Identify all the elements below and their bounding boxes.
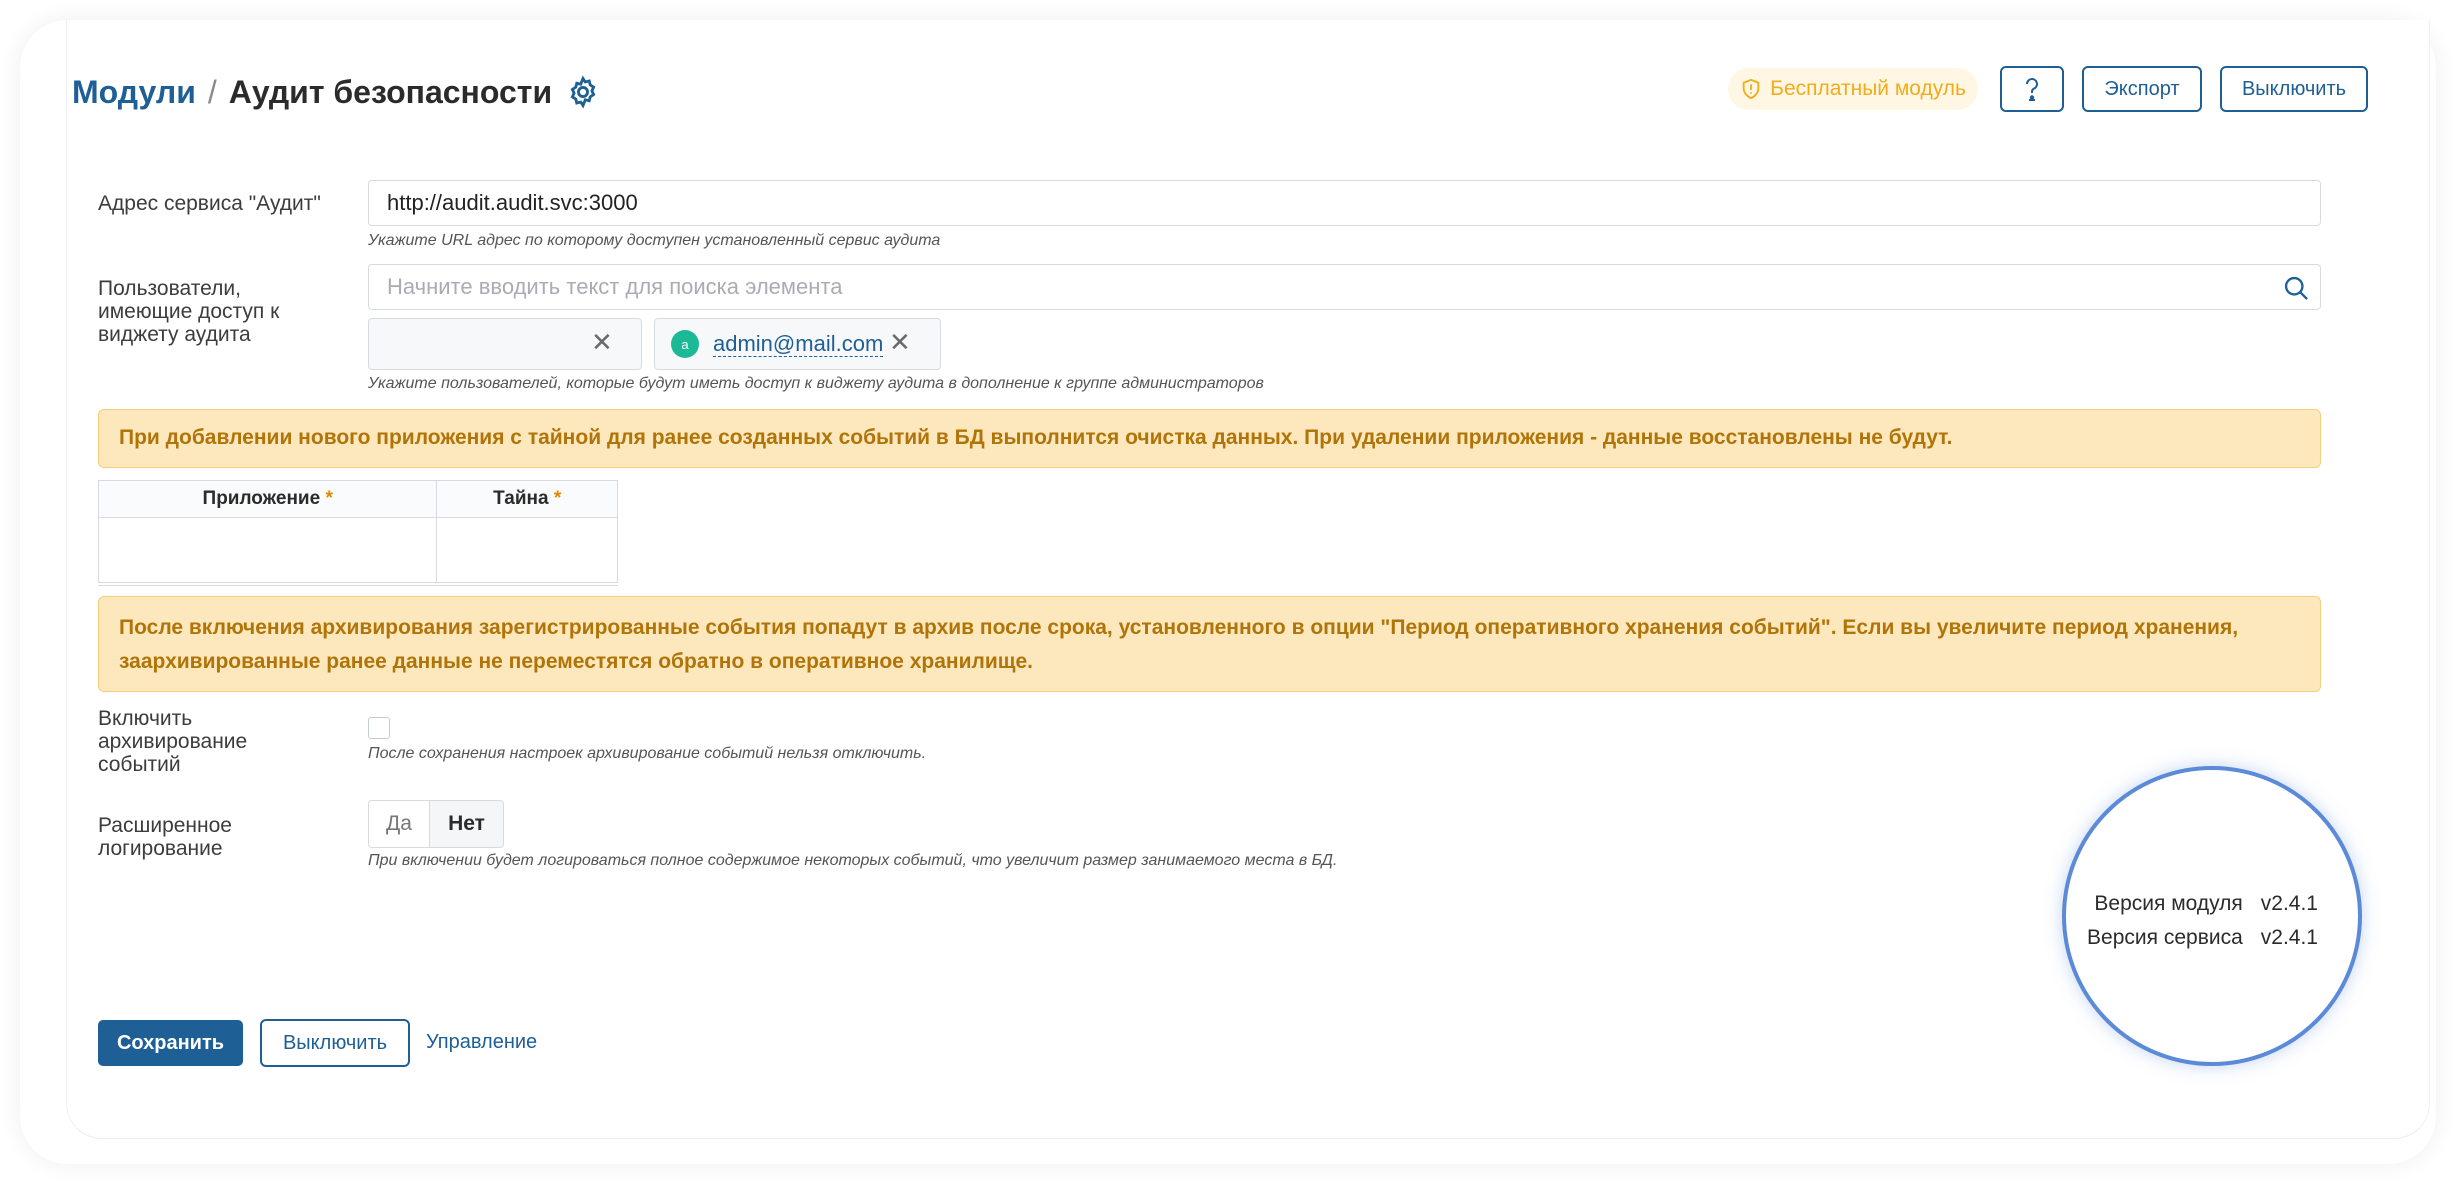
breadcrumb — [72, 66, 600, 118]
service-address-label: Адрес сервиса "Аудит" — [98, 192, 321, 215]
app-secret-table — [98, 480, 618, 586]
module-version-value: v2.4.1 — [2260, 892, 2318, 915]
service-address-value: http://audit.audit.svc:3000 — [387, 190, 638, 215]
remove-chip-icon[interactable]: ✕ — [889, 327, 911, 357]
warning-archive-alert: После включения архивирования зарегистрированные события попадут в архив после срока, установленного в опции "Период оперативного хранения событий". Если вы увеличите период хранения, заархивированные ранее данные не переместятся обратно в оперативное хранилище. — [98, 596, 2321, 692]
users-hint: Укажите пользователей, которые будут иметь доступ к виджету аудита в дополнение к группе администраторов — [368, 375, 1264, 392]
save-button[interactable]: Сохранить — [98, 1020, 243, 1066]
service-version-row — [2087, 926, 2318, 950]
badge-label: Бесплатный модуль — [1770, 77, 1966, 100]
module-version-row — [2094, 892, 2318, 916]
disable-module-button[interactable]: Выключить — [2220, 66, 2368, 112]
users-search-placeholder: Начните вводить текст для поиска элемента — [387, 274, 843, 299]
toggle-option-no[interactable]: Нет — [430, 800, 504, 848]
service-version-value: v2.4.1 — [2260, 926, 2318, 949]
avatar: a — [671, 330, 699, 358]
breadcrumb-modules-link[interactable]: Модули — [72, 73, 196, 110]
remove-chip-icon[interactable]: ✕ — [591, 327, 613, 357]
archive-checkbox[interactable] — [368, 717, 390, 739]
shield-icon — [1740, 78, 1762, 100]
user-chip-admin — [654, 318, 941, 370]
extended-logging-hint: При включении будет логироваться полное содержимое некоторых событий, что увеличит размер занимаемого места в БД. — [368, 852, 1338, 869]
warning-secret-alert: При добавлении нового приложения с тайной для ранее созданных событий в БД выполнится очистка данных. При удалении приложения - данные восстановлены не будут. — [98, 409, 2321, 468]
free-module-badge — [1728, 68, 1978, 110]
service-address-input[interactable] — [368, 180, 2321, 226]
extended-logging-label: Расширенное логирование — [98, 814, 232, 860]
column-header-secret: Тайна * — [437, 481, 618, 518]
archive-label: Включить архивирование событий — [98, 707, 248, 776]
users-label: Пользователи, имеющие доступ к виджету аудита — [98, 277, 280, 346]
manage-link[interactable]: Управление — [426, 1031, 538, 1053]
user-chip-empty — [368, 318, 642, 370]
disable-button[interactable]: Выключить — [260, 1019, 410, 1067]
version-info-highlight — [2062, 766, 2362, 1066]
table-cell-application[interactable] — [99, 518, 437, 585]
extended-logging-toggle — [368, 800, 504, 848]
breadcrumb-separator: / — [207, 73, 217, 110]
module-version-label: Версия модуля — [2094, 892, 2243, 915]
toggle-option-yes[interactable]: Да — [368, 800, 430, 848]
export-button[interactable]: Экспорт — [2082, 66, 2202, 112]
column-header-application: Приложение * — [99, 481, 437, 518]
user-chip-label[interactable]: admin@mail.com — [713, 330, 884, 356]
service-address-hint: Укажите URL адрес по которому доступен установленный сервис аудита — [368, 232, 941, 249]
gear-icon[interactable] — [566, 75, 600, 109]
help-icon — [2021, 76, 2043, 102]
table-cell-secret[interactable] — [437, 518, 618, 585]
search-icon[interactable] — [2282, 274, 2310, 302]
users-search-input[interactable] — [368, 264, 2321, 310]
table-row — [99, 518, 618, 585]
help-button[interactable] — [2000, 66, 2064, 112]
header-actions — [1728, 66, 2368, 112]
page-title: Аудит безопасности — [228, 73, 553, 110]
service-version-label: Версия сервиса — [2087, 926, 2243, 949]
archive-hint: После сохранения настроек архивирование событий нельзя отключить. — [368, 745, 927, 762]
